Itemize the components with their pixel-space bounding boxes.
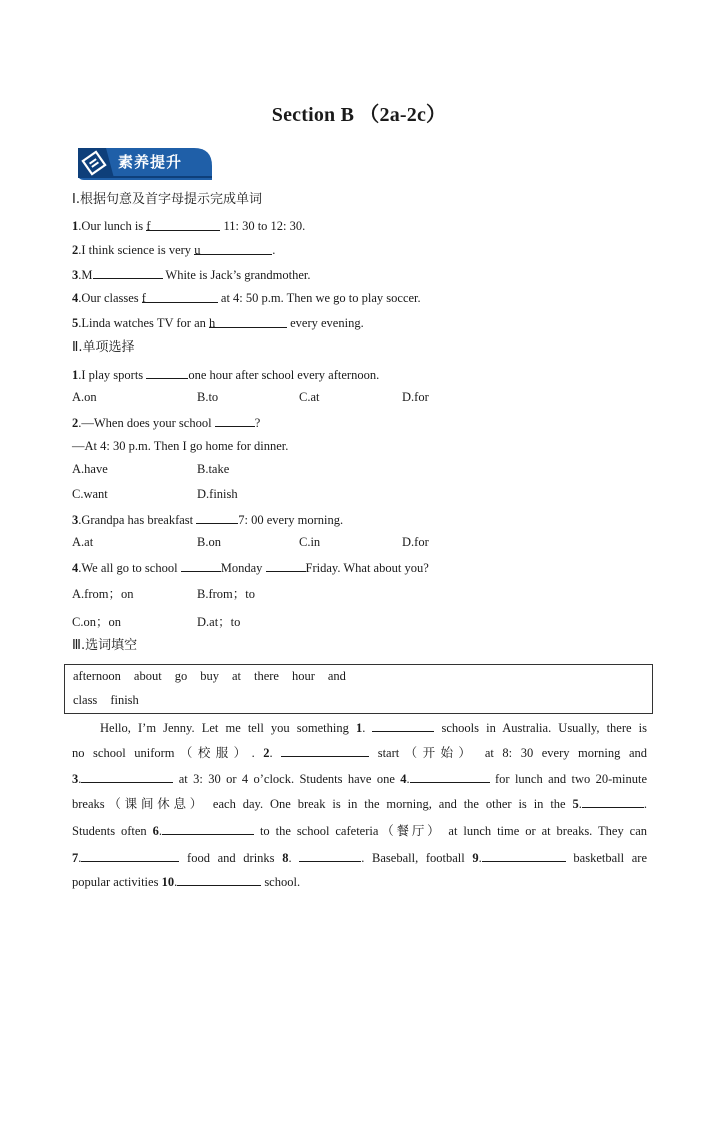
word-bank-row-2: [73, 693, 152, 708]
word: and: [327, 669, 346, 683]
section1-heading: Ⅰ.根据句意及首字母提示完成单词: [72, 192, 262, 207]
passage-line-6: 7. food and drinks 8. . Baseball, football 9. basketball are: [72, 851, 648, 865]
s1-item-4: 4.Our classes f at 4: 50 p.m. Then we go to play soccer.: [72, 291, 421, 305]
page-title: Section B （2a-2c）: [271, 104, 447, 126]
word-bank-box: [64, 664, 653, 714]
s1-item-5: 5.Linda watches TV for an h every evening.: [72, 316, 364, 330]
blank[interactable]: [299, 849, 361, 862]
blank[interactable]: f: [142, 290, 218, 303]
blank[interactable]: [162, 822, 254, 835]
word: at: [231, 669, 241, 683]
blank[interactable]: [582, 795, 644, 808]
s1-item-3: 3.M White is Jack’s grandmother.: [72, 268, 311, 282]
option-d[interactable]: D.for: [402, 390, 429, 404]
option-c[interactable]: C.want: [72, 487, 108, 501]
blank[interactable]: [81, 849, 179, 862]
word: hour: [291, 669, 315, 683]
passage-line-2: no school uniform（校服）. 2. start（开始） at 8: 30 every morning and: [72, 746, 647, 760]
section2-heading: Ⅱ.单项选择: [72, 340, 135, 355]
option-a[interactable]: A.on: [72, 390, 97, 404]
blank[interactable]: [93, 266, 163, 279]
blank[interactable]: [281, 744, 369, 757]
word: about: [133, 669, 162, 683]
option-c[interactable]: C.on；on: [72, 615, 121, 629]
option-a[interactable]: A.at: [72, 535, 94, 549]
word: buy: [200, 669, 219, 683]
option-b[interactable]: B.to: [197, 390, 219, 404]
word-bank-row-1: [73, 669, 359, 684]
blank[interactable]: [372, 719, 434, 732]
blank[interactable]: [266, 559, 306, 572]
blank[interactable]: [146, 366, 188, 379]
option-d[interactable]: D.at；to: [197, 615, 241, 629]
passage-line-4: breaks（课间休息） each day. One break is in the morning, and the other is in the 5. .: [72, 797, 647, 811]
option-b[interactable]: B.on: [197, 535, 221, 549]
s2-q4: 4.We all go to school Monday Friday. What about you?: [72, 561, 429, 575]
word: class: [73, 693, 98, 707]
option-c[interactable]: C.in: [299, 535, 321, 549]
option-d[interactable]: D.finish: [197, 487, 238, 501]
option-b[interactable]: B.from；to: [197, 587, 255, 601]
s2-q2-answer-line: —At 4: 30 p.m. Then I go home for dinner.: [72, 439, 289, 453]
s1-item-2: 2.I think science is very u .: [72, 243, 276, 257]
passage-line-5: Students often 6. to the school cafeteria（餐厅） at lunch time or at breaks. They can: [72, 824, 647, 838]
section3-heading: Ⅲ.选词填空: [72, 638, 138, 653]
word: afternoon: [73, 669, 121, 683]
word: go: [174, 669, 188, 683]
word: there: [253, 669, 279, 683]
blank[interactable]: [196, 511, 238, 524]
blank[interactable]: h: [209, 315, 287, 328]
passage-line-7: popular activities 10. school.: [72, 875, 301, 889]
option-c[interactable]: C.at: [299, 390, 320, 404]
option-a[interactable]: A.have: [72, 462, 108, 476]
word: finish: [110, 693, 139, 707]
blank[interactable]: [177, 873, 261, 886]
blank[interactable]: u: [194, 242, 272, 255]
option-d[interactable]: D.for: [402, 535, 429, 549]
blank[interactable]: [482, 849, 566, 862]
passage-line-1: Hello, I’m Jenny. Let me tell you something 1. schools in Australia. Usually, there is: [100, 721, 648, 735]
blank[interactable]: [410, 770, 490, 783]
blank[interactable]: [215, 414, 255, 427]
option-a[interactable]: A.from；on: [72, 587, 134, 601]
passage-line-3: 3. at 3: 30 or 4 o’clock. Students have one 4. for lunch and two 20-minute: [72, 772, 647, 786]
s1-item-1: 1.Our lunch is f 11: 30 to 12: 30.: [72, 219, 306, 233]
blank[interactable]: [181, 559, 221, 572]
blank[interactable]: [81, 770, 173, 783]
badge-label: 素养提升: [118, 153, 183, 171]
s2-q3: 3.Grandpa has breakfast 7: 00 every morning.: [72, 513, 344, 527]
s2-q1: 1.I play sports one hour after school every afternoon.: [72, 368, 380, 382]
option-b[interactable]: B.take: [197, 462, 230, 476]
blank[interactable]: f: [146, 218, 220, 231]
s2-q2: 2.—When does your school ?: [72, 416, 261, 430]
